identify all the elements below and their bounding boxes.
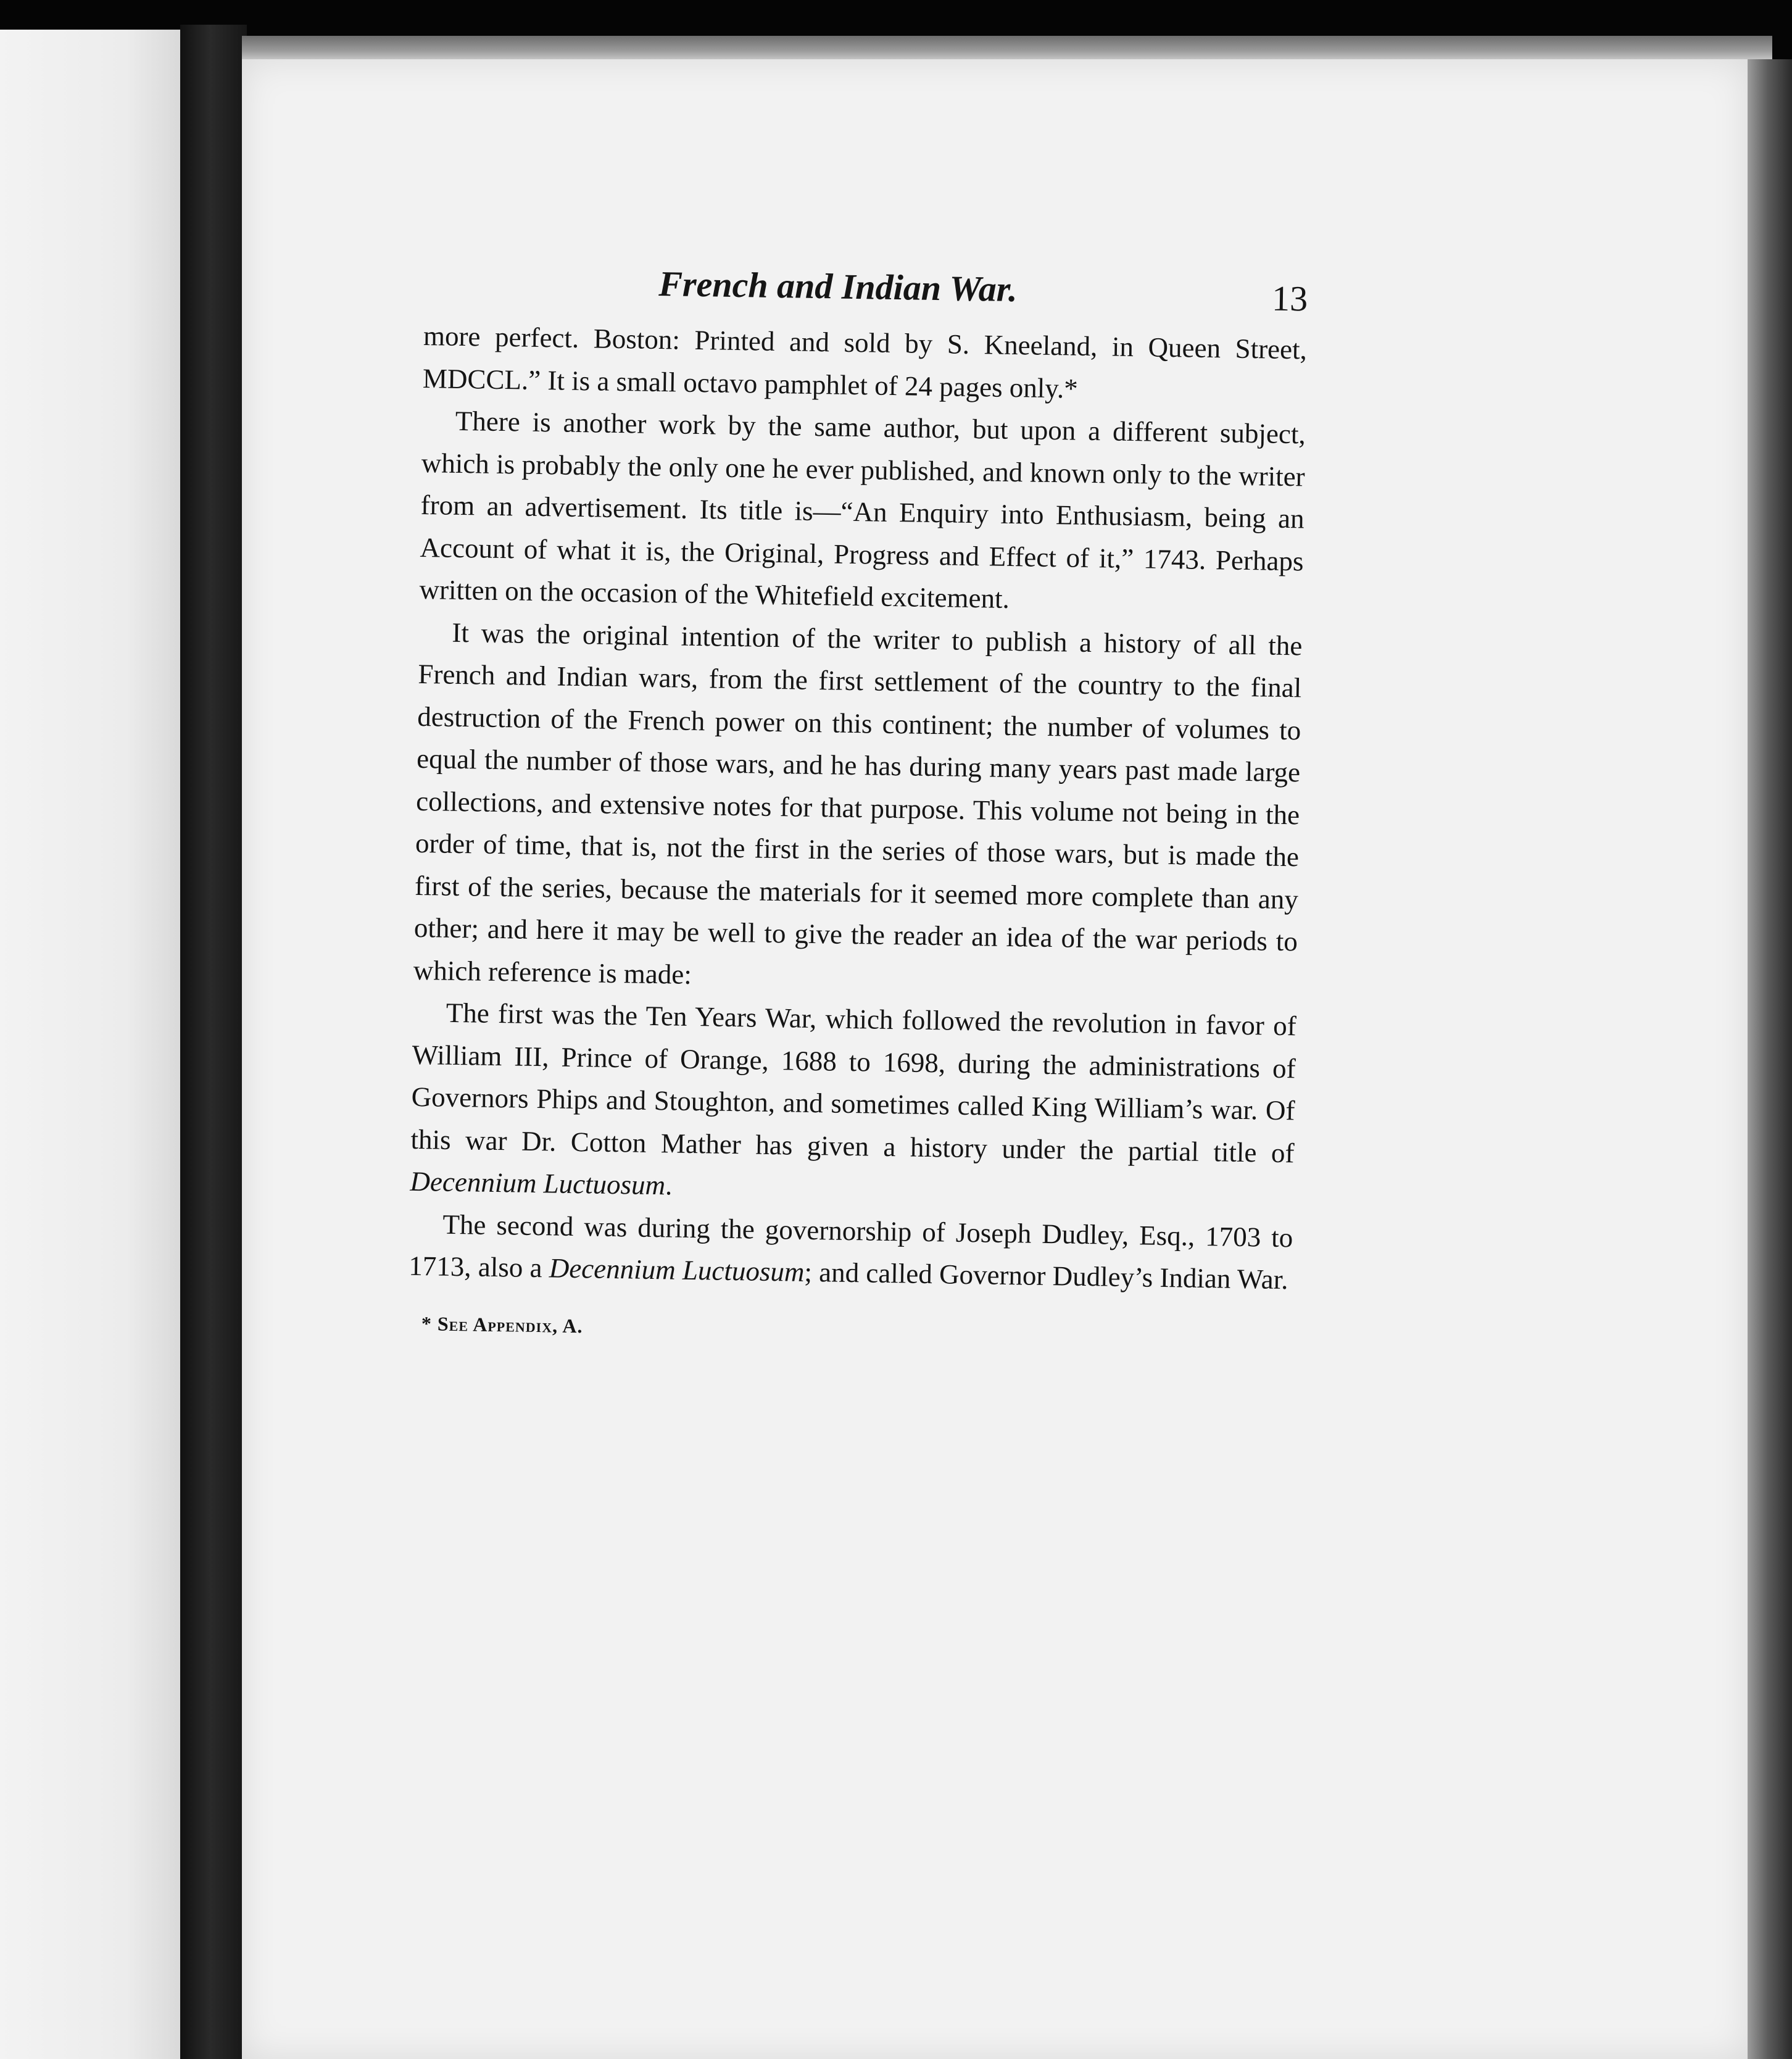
paragraph-4-italic-title: Decennium Luctuosum bbox=[410, 1165, 666, 1201]
paragraph-1: more perfect. Boston: Printed and sold by S. Kneeland, in Queen Street, MDCCL.” It is a small octavo pamphlet of 24 pages only.* bbox=[422, 320, 1308, 404]
paragraph-3: It was the original intention of the writer to publish a history of all the French and Indian wars, from the first settlement of the country to the final destruction of the French power on this continent; the number of volumes to equal the number of those wars, and he has during many years past made large collections, and extensive notes for that purpose. This volume not being in the order of time, that is, not the first in the series of those wars, but is made the first of the series, because the materials for it seemed more complete than any other; and here it may be well to give the reader an idea of the war periods to which reference is made: bbox=[413, 617, 1303, 990]
paragraph-4-end: . bbox=[665, 1170, 673, 1201]
paragraph-5-end: ; and called Governor Dudley’s Indian War. bbox=[804, 1256, 1288, 1296]
body-text bbox=[409, 315, 1308, 1301]
paragraph-2: There is another work by the same author, but upon a different subject, which is probably the only one he ever published, and known only to the writer from an advertisement. Its title is—“An Enquiry into Enthusiasm, being an Account of what it is, the Original, Progress and Effect of it,” 1743. Perhaps written on the occasion of the Whitefield excitement. bbox=[419, 405, 1306, 614]
running-title: French and Indian War. bbox=[658, 263, 1018, 310]
facing-page-edge bbox=[0, 30, 180, 2059]
page-right-edge bbox=[1748, 59, 1792, 2059]
paragraph-5 bbox=[409, 1202, 1293, 1300]
page-top-edge bbox=[242, 36, 1772, 60]
footnote-marker: * bbox=[421, 1312, 433, 1334]
book-gutter bbox=[180, 25, 247, 2059]
paragraph-4 bbox=[410, 991, 1296, 1217]
paragraph-4-text: The first was the Ten Years War, which followed the revolution in favor of William III, Prince of Orange, 1688 to 1698, during the administrations of Governors Phips and Stoughton, and sometimes called King William’s war. Of this war Dr. Cotton Mather has given a history under the partial title of bbox=[410, 997, 1297, 1168]
paragraph-5-italic-title: Decennium Luctuosum bbox=[549, 1252, 805, 1287]
page-number: 13 bbox=[1271, 278, 1308, 319]
page-text-block bbox=[408, 259, 1308, 1349]
paragraph-5-text: The second was during the governorship of Joseph Dudley, Esq., 1703 to 1713, also a bbox=[408, 1208, 1293, 1284]
footnote-text: See Appendix, A. bbox=[437, 1312, 583, 1337]
